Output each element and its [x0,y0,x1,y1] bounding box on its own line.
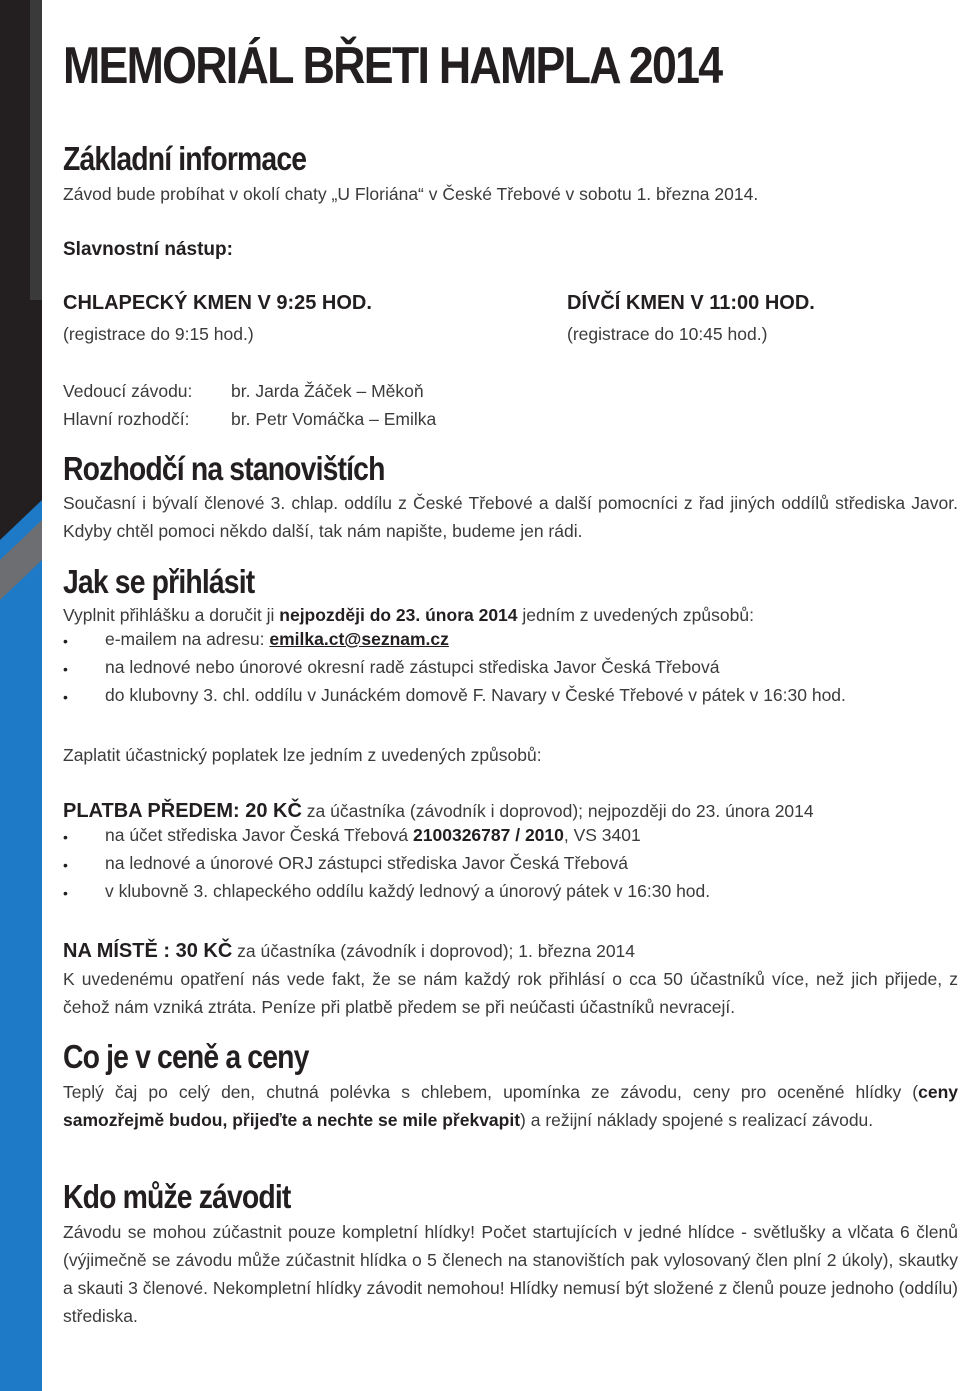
heading-station-judges: Rozhodčí na stanovištích [63,450,385,487]
bullet-clubhouse: do klubovny 3. chl. oddílu v Junáckém domově F. Navary v České Třebové v pátek v 16:30 hod. [105,685,846,705]
chief-judge-value: br. Petr Vomáčka – Emilka [231,409,437,429]
boys-registration: (registrace do 9:15 hod.) [63,324,254,344]
decorative-side-band [0,0,42,1391]
list-item: • do klubovny 3. chl. oddílu v Junáckém domově F. Navary v České Třebové v pátek v 16:30 hod. [63,685,846,705]
list-item: • e-mailem na adresu: emilka.ct@seznam.cz [63,629,449,649]
signup-deadline: nejpozději do 23. února 2014 [279,605,518,625]
price-text-start: Teplý čaj po celý den, chutná polévka s chlebem, upomínka ze závodu, ceny pro oceněné hlídky ( [63,1082,919,1102]
list-item: • na účet střediska Javor Česká Třebová 2100326787 / 2010, VS 3401 [63,825,641,845]
advance-payment-label: PLATBA PŘEDEM: 20 KČ [63,800,302,822]
onsite-payment-label: NA MÍSTĚ : 30 KČ [63,940,233,962]
heading-who-can-compete: Kdo může závodit [63,1178,291,1215]
payment-intro: Zaplatit účastnický poplatek lze jedním z uvedených způsobů: [63,745,542,765]
variable-symbol: , VS 3401 [563,825,641,845]
heading-basic-info: Základní informace [63,140,307,177]
bullet-council: na lednové nebo únorové okresní radě zástupci střediska Javor Česká Třebová [105,657,720,677]
bullet-email-label: e-mailem na adresu: [105,629,270,649]
bank-account-text: na účet střediska Javor Česká Třebová [105,825,414,845]
signup-intro [63,601,754,629]
leader-value: br. Jarda Žáček – Měkoň [231,381,424,401]
chief-judge-label: Hlavní rozhodčí: [63,409,190,429]
heading-signup: Jak se přihlásit [63,563,255,600]
payment-note: K uvedenému opatření nás vede fakt, že se nám každý rok přihlásí o cca 50 účastníků více, než jich přijede, z čehož nám vzniká ztráta. Peníze při platbě předem se při neúčasti účastníků nevracejí. [63,969,958,1017]
price-text [63,1078,958,1134]
onsite-payment-line [63,937,635,965]
bullet-orj: na lednové a únorové ORJ zástupci střediska Javor Česká Třebová [105,853,629,873]
list-item: • na lednové nebo únorové okresní radě zástupci střediska Javor Česká Třebová [63,657,720,677]
heading-price: Co je v ceně a ceny [63,1038,309,1075]
page-title: MEMORIÁL BŘETI HAMPLA 2014 [63,37,722,95]
station-judges-text: Současní i bývalí členové 3. chlap. oddílu z České Třebové a další pomocníci z řad jiných oddílů střediska Javor. Kdyby chtěl pomoci někdo další, tak nám napište, budeme jen rádi. [63,493,958,541]
signup-intro-end: jedním z uvedených způsobů: [517,605,754,625]
ceremony-label: Slavnostní nástup: [63,239,233,260]
list-item: • v klubovně 3. chlapeckého oddílu každý lednový a únorový pátek v 16:30 hod. [63,881,711,901]
bank-account-number: 2100326787 / 2010 [413,825,564,845]
advance-payment-details: za účastníka (závodník i doprovod); nejpozději do 23. února 2014 [301,801,814,821]
signup-intro-start: Vyplnit přihlášku a doručit ji [63,605,280,625]
girls-registration: (registrace do 10:45 hod.) [567,324,768,344]
leader-label: Vedoucí závodu: [63,381,193,401]
advance-payment-line [63,797,814,825]
basic-info-text: Závod bude probíhat v okolí chaty „U Floriána“ v České Třebové v sobotu 1. března 2014. [63,184,759,204]
price-text-end: ) a režijní náklady spojené s realizací závodu. [520,1110,874,1130]
bullet-clubhouse-payment: v klubovně 3. chlapeckého oddílu každý lednový a únorový pátek v 16:30 hod. [105,881,711,901]
price-text-emphasis: ceny samozřejmě budou, přijeďte a nechte se mile překvapit [63,1082,958,1130]
girls-ceremony-time: DÍVČÍ KMEN V 11:00 HOD. [567,292,815,314]
list-item: • na lednové a únorové ORJ zástupci střediska Javor Česká Třebová [63,853,629,873]
onsite-payment-details: za účastníka (závodník i doprovod); 1. března 2014 [232,941,636,961]
who-can-compete-text: Závodu se mohou zúčastnit pouze kompletní hlídky! Počet startujících v jedné hlídce - světlušky a vlčata 6 členů (výjimečně se závodu může zúčastnit hlídka o 5 členech na stanovištích pak vylosovaný člen plní 2 úkoly), skautky a skauti 3 členové. Nekompletní hlídky závodit nemohou! Hlídky nemusí být složené z členů pouze jednoho (oddílu) střediska. [63,1222,958,1326]
signup-email-link[interactable]: emilka.ct@seznam.cz [269,629,449,649]
boys-ceremony-time: CHLAPECKÝ KMEN V 9:25 HOD. [63,292,372,314]
